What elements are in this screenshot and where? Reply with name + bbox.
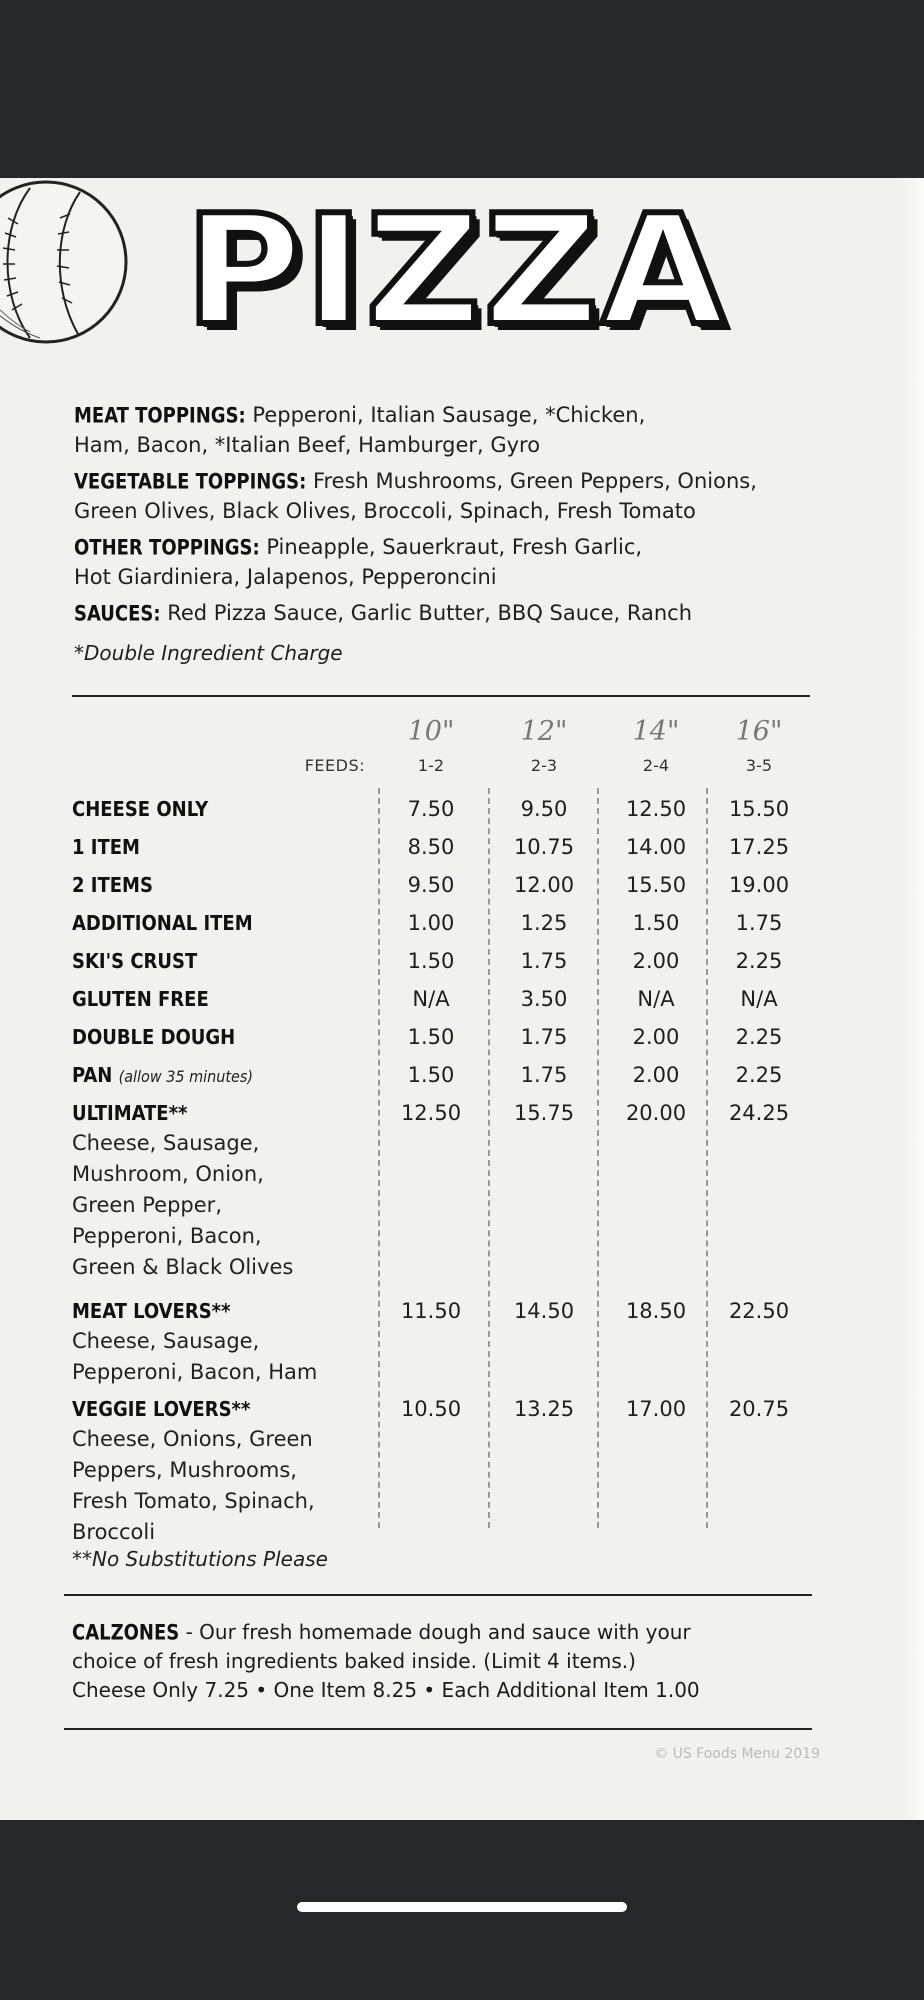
vegetable-toppings-label: VEGETABLE TOPPINGS:	[74, 468, 307, 494]
description-line: Cheese, Sausage,	[72, 1329, 260, 1353]
price-cell: 18.50	[625, 1299, 687, 1323]
price-cell: 1.50	[407, 949, 455, 973]
divider	[64, 1594, 812, 1596]
price-cell: 9.50	[520, 797, 568, 821]
price-cell: N/A	[740, 987, 778, 1011]
vegetable-toppings-text: Fresh Mushrooms, Green Peppers, Onions,	[312, 469, 757, 493]
no-substitutions-note: **No Substitutions Please	[72, 1547, 328, 1571]
calzones-section	[72, 1618, 812, 1705]
calzones-label: CALZONES	[72, 1619, 180, 1645]
description-line: Pepperoni, Bacon, Ham	[72, 1360, 318, 1384]
price-cell: 2.00	[632, 1025, 680, 1049]
divider	[72, 695, 810, 697]
double-ingredient-note: *Double Ingredient Charge	[74, 641, 343, 665]
specialty-description	[72, 1424, 372, 1548]
row-name: MEAT LOVERS**	[72, 1299, 231, 1323]
description-line: Peppers, Mushrooms,	[72, 1458, 297, 1482]
copyright-footer: © US Foods Menu 2019	[654, 1746, 820, 1762]
menu-page	[0, 178, 924, 1820]
price-cell: 2.25	[735, 949, 783, 973]
price-cell: 7.50	[407, 797, 455, 821]
price-row-additional-item	[0, 904, 924, 942]
other-toppings-label: OTHER TOPPINGS:	[74, 534, 260, 560]
description-line: Green Pepper,	[72, 1193, 222, 1217]
price-cell: 2.25	[735, 1063, 783, 1087]
other-toppings-text-2: Hot Giardiniera, Jalapenos, Pepperoncini	[74, 565, 497, 589]
divider	[64, 1728, 812, 1730]
description-line: Green & Black Olives	[72, 1255, 294, 1279]
price-cell: 15.50	[728, 797, 790, 821]
price-cell: 22.50	[728, 1299, 790, 1323]
price-cell: 12.50	[400, 1101, 462, 1125]
meat-toppings-text-2: Ham, Bacon, *Italian Beef, Hamburger, Gyro	[74, 433, 541, 457]
row-name: VEGGIE LOVERS**	[72, 1397, 251, 1421]
price-cell: N/A	[637, 987, 675, 1011]
price-cell: 3.50	[520, 987, 568, 1011]
row-note: (allow 35 minutes)	[118, 1067, 253, 1086]
specialty-description	[72, 1128, 372, 1283]
row-name: 2 ITEMS	[72, 873, 153, 897]
price-row-gluten-free	[0, 980, 924, 1018]
price-cell: 1.00	[407, 911, 455, 935]
feeds-10: 1-2	[417, 756, 445, 775]
description-line: Cheese, Onions, Green	[72, 1427, 313, 1451]
price-cell: 1.25	[520, 911, 568, 935]
price-cell: 1.75	[520, 949, 568, 973]
row-name: SKI'S CRUST	[72, 949, 198, 973]
vegetable-toppings-text-2: Green Olives, Black Olives, Broccoli, Spinach, Fresh Tomato	[74, 499, 696, 523]
specialty-meat-lovers	[0, 1292, 924, 1330]
price-cell: 10.50	[400, 1397, 462, 1421]
description-line: Broccoli	[72, 1520, 156, 1544]
price-row-skis-crust	[0, 942, 924, 980]
row-name: ADDITIONAL ITEM	[72, 911, 253, 935]
calzones-prices: Cheese Only 7.25 • One Item 8.25 • Each Additional Item 1.00	[72, 1678, 700, 1702]
size-12: 12"	[520, 716, 568, 747]
price-cell: 20.75	[728, 1397, 790, 1421]
price-cell: 20.00	[625, 1101, 687, 1125]
meat-toppings	[74, 400, 814, 460]
row-name-text: PAN	[72, 1063, 113, 1087]
meat-toppings-label: MEAT TOPPINGS:	[74, 402, 246, 428]
price-cell: 1.75	[520, 1063, 568, 1087]
feeds-12: 2-3	[530, 756, 558, 775]
size-14: 14"	[632, 716, 680, 747]
price-cell: 14.50	[513, 1299, 575, 1323]
price-cell: 9.50	[407, 873, 455, 897]
price-cell: 1.75	[735, 911, 783, 935]
feeds-label: FEEDS:	[304, 756, 365, 775]
specialty-description	[72, 1326, 372, 1388]
price-cell: 12.50	[625, 797, 687, 821]
specialty-veggie-lovers	[0, 1390, 924, 1428]
price-cell: 13.25	[513, 1397, 575, 1421]
row-name: 1 ITEM	[72, 835, 140, 859]
row-name: CHEESE ONLY	[72, 797, 209, 821]
price-cell: 24.25	[728, 1101, 790, 1125]
row-name: GLUTEN FREE	[72, 987, 209, 1011]
feeds-16: 3-5	[745, 756, 773, 775]
price-cell: 12.00	[513, 873, 575, 897]
calzones-text-2: choice of fresh ingredients baked inside. (Limit 4 items.)	[72, 1649, 636, 1673]
row-name	[72, 1056, 253, 1096]
vegetable-toppings	[74, 466, 814, 526]
price-cell: 8.50	[407, 835, 455, 859]
row-name: ULTIMATE**	[72, 1101, 188, 1125]
price-cell: 1.50	[632, 911, 680, 935]
price-cell: 19.00	[728, 873, 790, 897]
sauces	[74, 598, 814, 628]
price-cell: 1.50	[407, 1025, 455, 1049]
price-cell: 17.00	[625, 1397, 687, 1421]
page-title: PIZZA	[185, 182, 727, 359]
size-10: 10"	[407, 716, 455, 747]
calzones-text: - Our fresh homemade dough and sauce with your	[179, 1620, 691, 1644]
price-row-pan	[0, 1056, 924, 1094]
sauces-text: Red Pizza Sauce, Garlic Butter, BBQ Sauce, Ranch	[167, 601, 693, 625]
price-cell: 2.25	[735, 1025, 783, 1049]
baseball-icon	[0, 178, 132, 346]
other-toppings-text: Pineapple, Sauerkraut, Fresh Garlic,	[266, 535, 643, 559]
price-cell: 15.50	[625, 873, 687, 897]
size-16: 16"	[735, 716, 783, 747]
price-row-2-items	[0, 866, 924, 904]
price-cell: 11.50	[400, 1299, 462, 1323]
price-row-double-dough	[0, 1018, 924, 1056]
price-cell: 15.75	[513, 1101, 575, 1125]
price-row-1-item	[0, 828, 924, 866]
home-indicator[interactable]	[297, 1902, 627, 1912]
price-cell: 2.00	[632, 1063, 680, 1087]
price-cell: N/A	[412, 987, 450, 1011]
price-row-cheese-only	[0, 790, 924, 828]
description-line: Mushroom, Onion,	[72, 1162, 264, 1186]
meat-toppings-text: Pepperoni, Italian Sausage, *Chicken,	[252, 403, 646, 427]
other-toppings	[74, 532, 814, 592]
description-line: Pepperoni, Bacon,	[72, 1224, 262, 1248]
description-line: Fresh Tomato, Spinach,	[72, 1489, 315, 1513]
price-cell: 17.25	[728, 835, 790, 859]
price-cell: 10.75	[513, 835, 575, 859]
price-cell: 2.00	[632, 949, 680, 973]
sauces-label: SAUCES:	[74, 600, 161, 626]
price-cell: 1.75	[520, 1025, 568, 1049]
description-line: Cheese, Sausage,	[72, 1131, 260, 1155]
feeds-14: 2-4	[642, 756, 670, 775]
row-name: DOUBLE DOUGH	[72, 1025, 236, 1049]
price-cell: 14.00	[625, 835, 687, 859]
specialty-ultimate	[0, 1094, 924, 1132]
price-cell: 1.50	[407, 1063, 455, 1087]
